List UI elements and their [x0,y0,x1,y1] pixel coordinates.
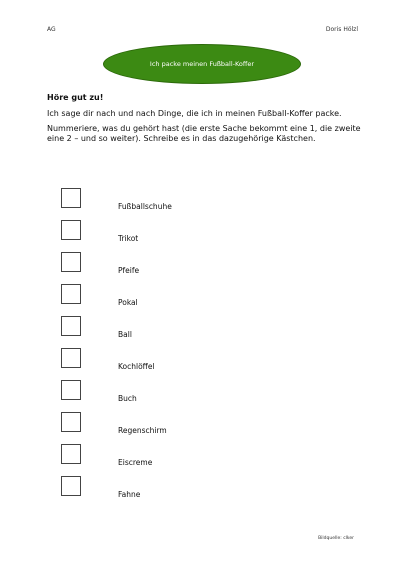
item-label: Ball [118,330,132,339]
item-label: Regenschirm [118,426,167,435]
number-box[interactable] [61,252,81,272]
header-author: Doris Hölzl [325,26,358,33]
item-label: Fußballschuhe [118,202,172,211]
number-box[interactable] [61,284,81,304]
image-credit: Bildquelle: clker [318,536,354,541]
instructions-line-1: Ich sage dir nach und nach Dinge, die ich in meinen Fußball-Koffer packe. [47,108,342,118]
item-label: Eiscreme [118,458,153,467]
item-label: Pfeife [118,266,140,275]
number-box[interactable] [61,476,81,496]
number-box[interactable] [61,316,81,336]
banner-title: Ich packe meinen Fußball-Koffer [149,60,255,68]
item-label: Fahne [118,490,141,499]
instructions-line-2: Nummeriere, was du gehört hast (die erste Sache bekommt eine 1, die zweite eine 2 – und so weiter). Schreibe es in das dazugehörige Kästchen. [47,123,361,143]
number-box[interactable] [61,220,81,240]
number-box[interactable] [61,444,81,464]
number-box[interactable] [61,188,81,208]
item-label: Trikot [118,234,139,243]
number-box[interactable] [61,412,81,432]
instructions [47,93,367,149]
number-box[interactable] [61,348,81,368]
header-left-text: AG [47,26,56,33]
item-label: Pokal [118,298,138,307]
item-label: Buch [118,394,137,403]
instructions-heading: Höre gut zu! [47,93,104,102]
number-box[interactable] [61,380,81,400]
title-banner [103,44,301,84]
item-label: Kochlöffel [118,362,155,371]
